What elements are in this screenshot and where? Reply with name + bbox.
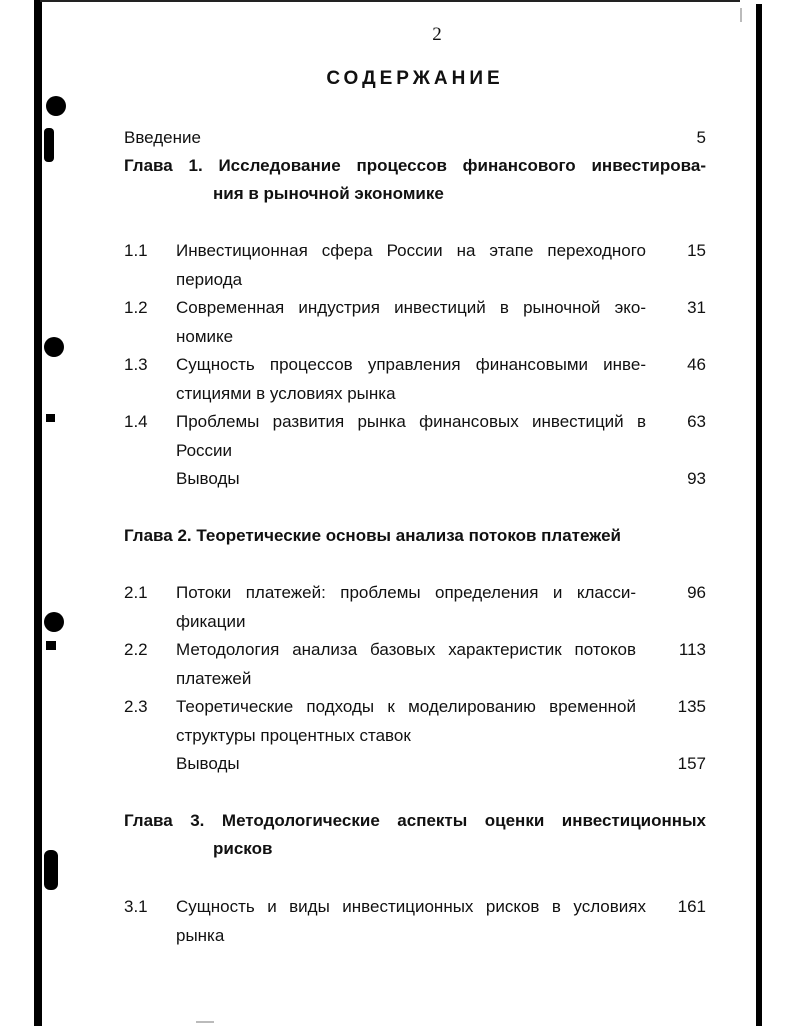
toc-item-title: Сущность и виды инвестиционных рисков в условиях: [176, 897, 646, 916]
toc-item-number: 3.1: [124, 897, 148, 916]
scan-mark: [46, 414, 55, 422]
scan-mark: [196, 1021, 214, 1023]
toc-item-title: Потоки платежей: проблемы определения и класси-: [176, 583, 636, 602]
scan-right-edge: [756, 4, 762, 1026]
toc-intro-page: 5: [696, 128, 706, 147]
toc-item-title-cont: структуры процентных ставок: [176, 726, 411, 745]
toc-item-title-cont: номике: [176, 327, 234, 346]
toc-item-page: 46: [687, 355, 706, 374]
scan-mark: [740, 8, 742, 22]
toc-item-page: 96: [687, 583, 706, 602]
chapter-2-heading: Глава 2. Теоретические основы анализа потоков платежей: [124, 526, 621, 545]
toc-item-page: 15: [687, 241, 706, 260]
punch-hole: [44, 612, 64, 632]
toc-item-title-cont: платежей: [176, 669, 252, 688]
punch-hole: [44, 337, 64, 357]
toc-item-title: Методология анализа базовых характеристик потоков: [176, 640, 636, 659]
scan-mark: [46, 641, 56, 650]
toc-conclusions-label: Выводы: [176, 469, 240, 488]
chapter-1-heading-cont: ния в рыночной экономике: [213, 184, 444, 203]
toc-item-title: Современная индустрия инвестиций в рыночной эко-: [176, 298, 646, 317]
toc-item-page: 31: [687, 298, 706, 317]
toc-item-title-cont: России: [176, 441, 233, 460]
toc-item-page: 113: [678, 640, 706, 659]
toc-item-title-cont: рынка: [176, 926, 225, 945]
scan-left-edge: [34, 0, 42, 1026]
toc-item-number: 1.4: [124, 412, 148, 431]
scan-top-rule: [40, 0, 740, 2]
toc-item-page: 161: [677, 897, 706, 916]
toc-item-title-cont: фикации: [176, 612, 246, 631]
toc-item-page: 135: [677, 697, 706, 716]
scan-mark: [44, 128, 54, 162]
chapter-3-heading-cont: рисков: [213, 839, 273, 858]
toc-item-title: Инвестиционная сфера России на этапе переходного: [176, 241, 646, 260]
toc-item-page: 63: [687, 412, 706, 431]
scan-mark: [44, 850, 58, 890]
toc-item-title-cont: стициями в условиях рынка: [176, 384, 396, 403]
toc-conclusions-label: Выводы: [176, 754, 240, 773]
toc-intro-label: Введение: [124, 128, 201, 147]
toc-item-number: 1.3: [124, 355, 148, 374]
toc-item-number: 2.2: [124, 640, 148, 659]
page-title: СОДЕРЖАНИЕ: [326, 68, 504, 89]
toc-item-number: 2.3: [124, 697, 148, 716]
toc-conclusions-page: 157: [677, 754, 706, 773]
page-number: 2: [432, 24, 442, 45]
toc-item-title: Теоретические подходы к моделированию временной: [176, 697, 636, 716]
toc-item-number: 2.1: [124, 583, 148, 602]
chapter-3-heading: Глава 3. Методологические аспекты оценки инвестиционных: [124, 811, 706, 830]
toc-item-number: 1.2: [124, 298, 148, 317]
chapter-1-heading: Глава 1. Исследование процессов финансового инвестирова-: [124, 156, 706, 175]
toc-item-title-cont: периода: [176, 270, 243, 289]
toc-item-title: Проблемы развития рынка финансовых инвестиций в: [176, 412, 646, 431]
punch-hole: [46, 96, 66, 116]
toc-conclusions-page: 93: [687, 469, 706, 488]
toc-item-number: 1.1: [124, 241, 148, 260]
toc-item-title: Сущность процессов управления финансовыми инве-: [176, 355, 646, 374]
